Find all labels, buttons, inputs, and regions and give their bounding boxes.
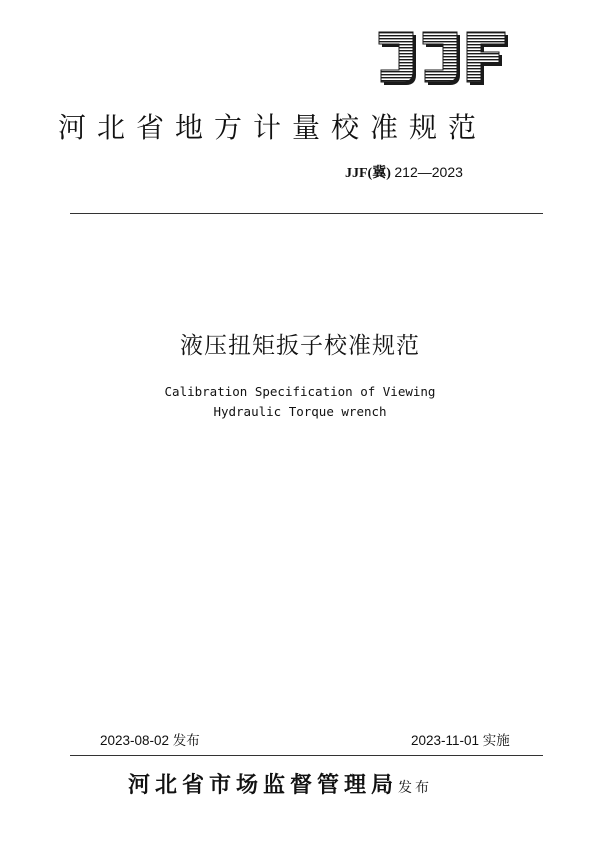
- document-title-en-line1: Calibration Specification of Viewing: [164, 384, 436, 399]
- logo-letter-f: [467, 32, 508, 85]
- document-title-cn: 液压扭矩扳子校准规范: [180, 333, 420, 359]
- implementation-date: 2023-11-01 实施: [411, 733, 510, 748]
- document-title-en: [0, 382, 600, 422]
- publisher-suffix: 发布: [398, 780, 433, 796]
- standard-number-prefix: JJF(冀): [345, 166, 395, 181]
- top-divider: [70, 213, 543, 214]
- publisher-line: [128, 768, 432, 799]
- standard-number-year: 212—2023: [394, 164, 463, 180]
- jjf-logo: [373, 26, 511, 88]
- bottom-divider: [70, 755, 543, 756]
- standard-category-title: 河北省地方计量校准规范: [58, 111, 488, 144]
- standard-number: [345, 162, 463, 182]
- issue-date: 2023-08-02 发布: [100, 733, 200, 748]
- publisher-name: 河北省市场监督管理局: [128, 772, 399, 798]
- logo-letter-j1: [379, 32, 416, 85]
- document-title-en-line2: Hydraulic Torque wrench: [213, 404, 387, 419]
- logo-letter-j2: [423, 32, 460, 85]
